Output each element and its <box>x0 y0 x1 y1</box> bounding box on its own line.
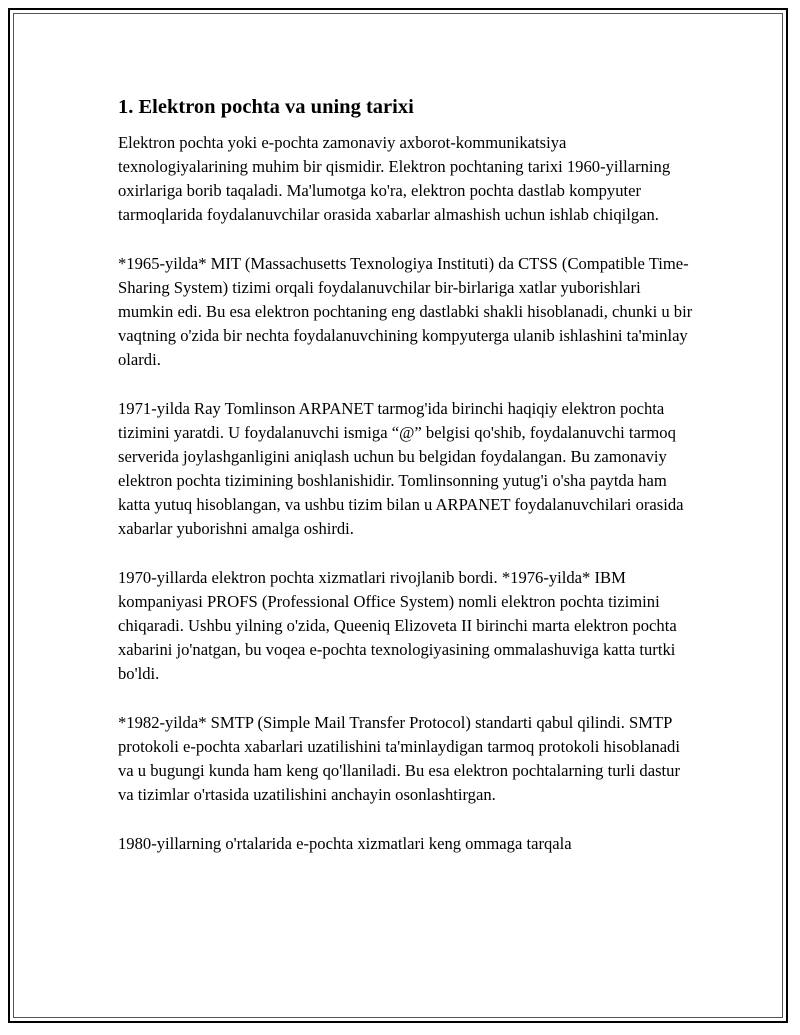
paragraph-intro: Elektron pochta yoki e-pochta zamonaviy axborot-kommunikatsiya texnologiyalarining muhim bir qismidir. Elektron pochtaning tarixi 1960-yillarning oxirlariga borib taqaladi. Ma'lumotga ko'ra, elektron pochta dastlab kompyuter tarmoqlarida foydalanuvchilar orasida xabarlar almashish uchun ishlab chiqilgan. <box>118 133 671 225</box>
document-body <box>118 95 693 880</box>
paragraph-1970s: 1970-yillarda elektron pochta xizmatlari rivojlanib bordi. *1976-yilda* IBM kompaniyasi PROFS (Professional Office System) nomli elektron pochta tizimini chiqaradi. Ushbu yilning o'zida, Queeniq Elizoveta II birinchi marta elektron pochta xabarini jo'natgan, bu voqea e-pochta texnologiyasining ommalashuviga katta turtki bo'ldi. <box>118 567 677 684</box>
paragraph-1980s: 1980-yillarning o'rtalarida e-pochta xizmatlari keng ommaga tarqala <box>118 833 572 853</box>
paragraph-1982: *1982-yilda* SMTP (Simple Mail Transfer Protocol) standarti qabul qilindi. SMTP protokoli e-pochta xabarlari uzatilishini ta'minlaydigan tarmoq protokoli hisoblanadi va u bugungi kunda ham keng qo'llaniladi. Bu esa elektron pochtalarning turli dastur va tizimlar o'rtasida uzatilishini anchayin osonlashtirgan. <box>118 712 680 805</box>
paragraph-1971: 1971-yilda Ray Tomlinson ARPANET tarmog'ida birinchi haqiqiy elektron pochta tizimini yaratdi. U foydalanuvchi ismiga “@” belgisi qo'shib, foydalanuvchi tarmoq serverida joylashganligini aniqlash uchun bu belgidan foydalangan. Bu zamonaviy elektron pochta tizimining boshlanishidir. Tomlinsonning yutug'i o'sha paytda ham katta yutuq hisoblangan, va ushbu tizim bilan u ARPANET foydalanuvchilari orasida xabarlar yuborishni amalga oshirdi. <box>118 398 684 539</box>
paragraph-1965: *1965-yilda* MIT (Massachusetts Texnologiya Instituti) da CTSS (Compatible Time-Sharing System) tizimi orqali foydalanuvchilar bir-birlariga xatlar yuborishlari mumkin edi. Bu esa elektron pochtaning eng dastlabki shakli hisoblanadi, chunki u bir vaqtning o'zida bir nechta foydalanuvchining kompyuterga ulanib ishlashini ta'minlay olardi. <box>118 253 693 370</box>
section-heading: 1. Elektron pochta va uning tarixi <box>118 96 414 118</box>
